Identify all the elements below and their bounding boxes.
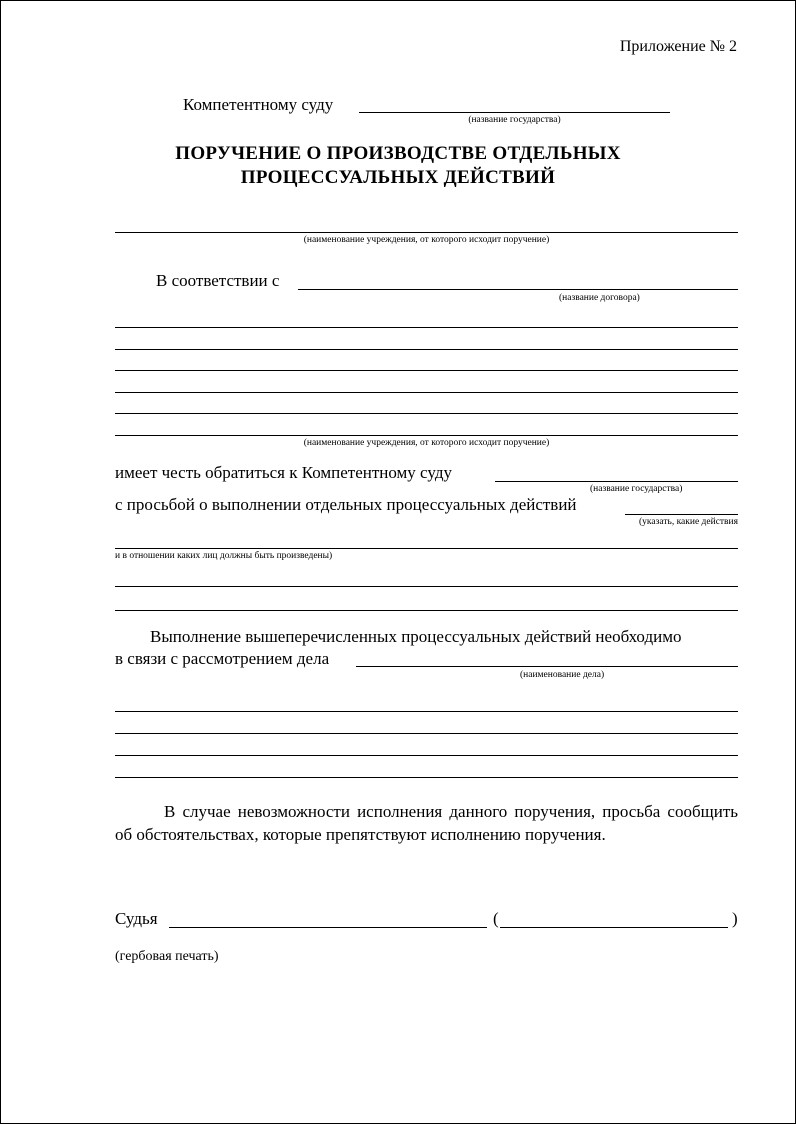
request-label: с просьбой о выполнении отдельных процессуальных действий <box>115 495 577 514</box>
actions-field-2[interactable] <box>115 548 738 549</box>
case-field[interactable] <box>356 666 738 667</box>
caption-state-2: (название государства) <box>590 484 683 494</box>
honor-label: имеет честь обратиться к Компетентному суду <box>115 463 452 482</box>
actions-field[interactable] <box>625 514 738 515</box>
blank-line[interactable] <box>115 610 738 611</box>
blank-line[interactable] <box>115 413 738 414</box>
blank-line[interactable] <box>115 777 738 778</box>
court-label: Компетентному суду <box>183 95 334 114</box>
blank-line[interactable] <box>115 349 738 350</box>
caption-state: (название государства) <box>468 115 561 125</box>
paren-close: ) <box>732 909 738 928</box>
blank-line[interactable] <box>115 711 738 712</box>
closing-paragraph: В случае невозможности исполнения данного поручения, просьба сообщить об обстоятельствах, которые препятствуют исполнению поручения. <box>115 802 738 844</box>
caption-treaty: (название договора) <box>559 293 640 303</box>
caption-institution: (наименование учреждения, от которого исходит поручение) <box>303 235 550 245</box>
caption-institution-2: (наименование учреждения, от которого исходит поручение) <box>303 438 550 448</box>
caption-case: (наименование дела) <box>520 670 605 680</box>
seal-label: (гербовая печать) <box>115 949 219 964</box>
according-label: В соответствии с <box>156 271 280 290</box>
blank-line[interactable] <box>115 755 738 756</box>
institution-field[interactable] <box>115 232 738 233</box>
blank-line[interactable] <box>115 392 738 393</box>
treaty-field[interactable] <box>298 289 738 290</box>
blank-line[interactable] <box>115 586 738 587</box>
document-title-line-2: ПРОЦЕССУАЛЬНЫХ ДЕЙСТВИЙ <box>240 167 556 188</box>
execution-line-2-label: в связи с рассмотрением дела <box>115 649 330 668</box>
court-state-field[interactable] <box>359 112 670 113</box>
caption-actions: (указать, какие действия <box>639 517 738 527</box>
blank-line[interactable] <box>115 327 738 328</box>
blank-line[interactable] <box>115 370 738 371</box>
execution-line-1: Выполнение вышеперечисленных процессуальных действий необходимо <box>150 627 682 646</box>
judge-signature-field[interactable] <box>169 927 487 928</box>
honor-state-field[interactable] <box>495 481 738 482</box>
blank-line[interactable] <box>115 733 738 734</box>
judge-label: Судья <box>115 909 158 928</box>
blank-line[interactable] <box>115 435 738 436</box>
paren-open: ( <box>493 909 499 928</box>
judge-name-field[interactable] <box>500 927 728 928</box>
document-title-line-1: ПОРУЧЕНИЕ О ПРОИЗВОДСТВЕ ОТДЕЛЬНЫХ <box>175 143 621 164</box>
caption-actions-2: и в отношении каких лиц должны быть произведены) <box>115 551 333 561</box>
annex-label: Приложение № 2 <box>619 38 737 55</box>
